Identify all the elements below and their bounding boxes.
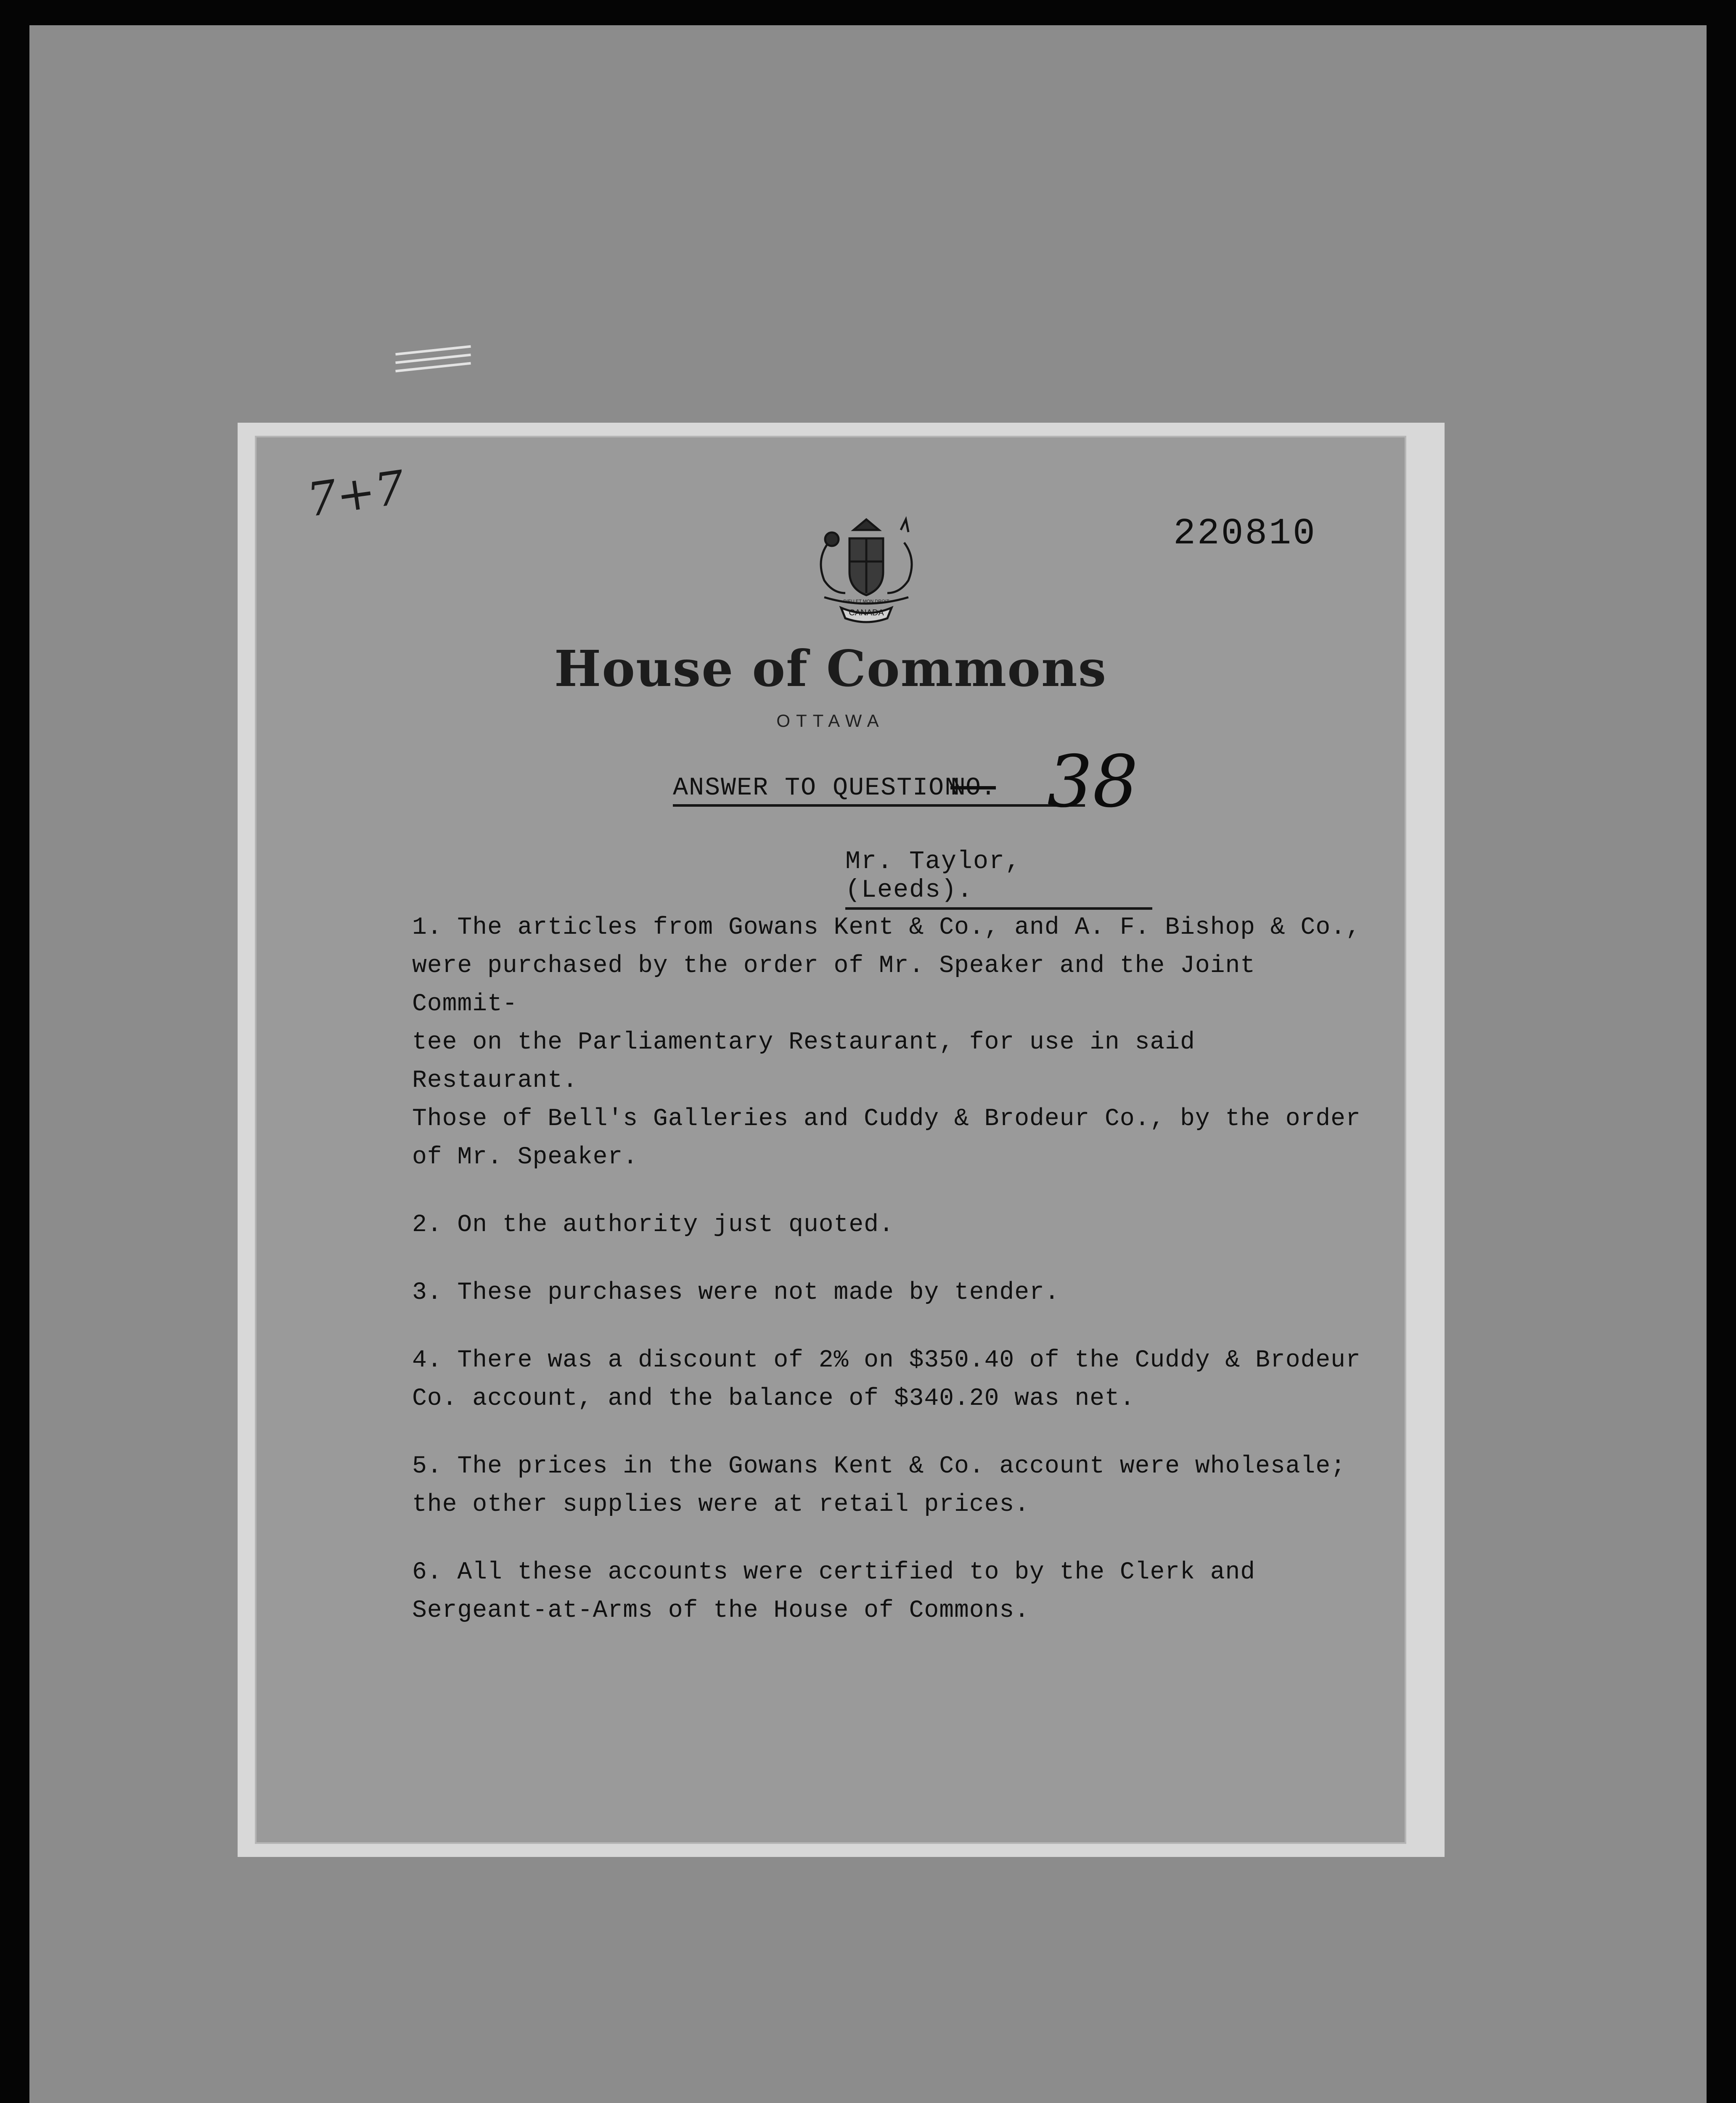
scratch-marks <box>395 349 471 383</box>
crest-motto: DIEU ET MON DROIT <box>843 599 889 604</box>
answer-line: 3. These purchases were not made by tender. <box>412 1279 1060 1306</box>
answer-line: Co. account, and the balance of $340.20 was net. <box>412 1385 1135 1412</box>
answer-item-3 <box>412 1274 1371 1312</box>
answer-line: tee on the Parliamentary Restaurant, for use in said Restaurant. <box>412 1029 1195 1094</box>
document-page <box>257 437 1405 1842</box>
answer-heading: ANSWER TO QUESTION <box>673 774 1085 807</box>
answer-line: 2. On the authority just quoted. <box>412 1211 894 1239</box>
answer-item-1 <box>412 908 1371 1176</box>
letterhead-title: House of Commons <box>554 639 1107 698</box>
answer-line: 1. The articles from Gowans Kent & Co., and A. F. Bishop & Co., <box>412 914 1361 941</box>
answer-line: 5. The prices in the Gowans Kent & Co. account were wholesale; <box>412 1453 1346 1480</box>
answer-line: Sergeant-at-Arms of the House of Commons. <box>412 1597 1030 1624</box>
document-number: 220810 <box>1173 513 1317 555</box>
royal-crest-icon <box>799 513 934 627</box>
answer-line: the other supplies were at retail prices. <box>412 1491 1030 1518</box>
answer-line: were purchased by the order of Mr. Speaker and the Joint Commit- <box>412 952 1256 1018</box>
answer-item-6 <box>412 1553 1371 1630</box>
answer-line: 4. There was a discount of 2% on $350.40 of the Cuddy & Brodeur <box>412 1347 1361 1374</box>
answer-item-2 <box>412 1206 1371 1244</box>
answer-list <box>412 908 1371 1659</box>
answer-item-4 <box>412 1341 1371 1418</box>
letterhead-city: OTTAWA <box>776 711 885 731</box>
question-number: 38 <box>1047 740 1138 824</box>
pencil-annotation: 7+7 <box>304 460 408 527</box>
addressee-line: Mr. Taylor, (Leeds). <box>845 848 1152 910</box>
answer-line: Those of Bell's Galleries and Cuddy & Brodeur Co., by the order <box>412 1105 1361 1133</box>
answer-item-5 <box>412 1447 1371 1524</box>
struck-out-text: NO. <box>950 774 996 803</box>
answer-line: of Mr. Speaker. <box>412 1144 638 1171</box>
crest-banner: CANADA <box>849 608 884 617</box>
answer-line: 6. All these accounts were certified to by the Clerk and <box>412 1559 1256 1586</box>
